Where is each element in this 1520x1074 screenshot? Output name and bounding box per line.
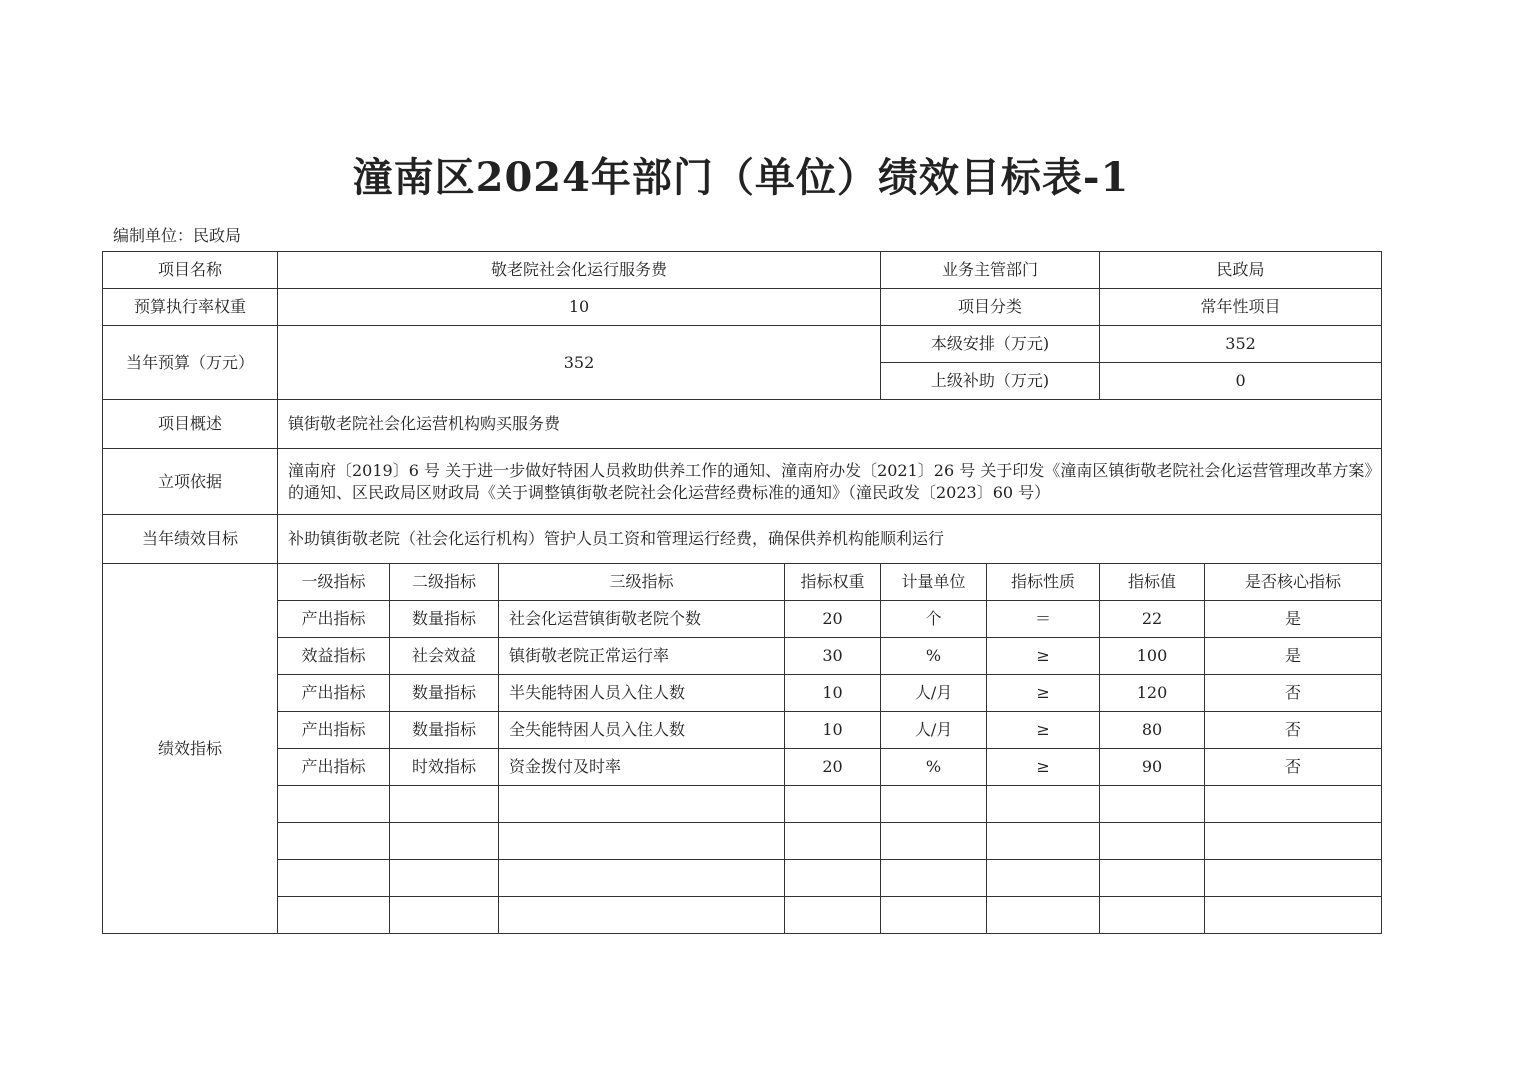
local-funding-label: 本级安排（万元) bbox=[881, 326, 1100, 363]
row-weight: 20 bbox=[785, 749, 881, 786]
indicator-header-row bbox=[103, 564, 1382, 601]
empty-cell bbox=[1100, 823, 1205, 860]
empty-cell bbox=[785, 897, 881, 934]
row-goal bbox=[103, 515, 1382, 564]
empty-cell bbox=[1100, 786, 1205, 823]
empty-cell bbox=[499, 823, 785, 860]
row-project-name bbox=[103, 252, 1382, 289]
empty-cell bbox=[1100, 897, 1205, 934]
row-core: 是 bbox=[1205, 601, 1382, 638]
row-unit: 个 bbox=[881, 601, 987, 638]
empty-cell bbox=[881, 823, 987, 860]
weight-value: 10 bbox=[278, 289, 881, 326]
row-nature: ≥ bbox=[987, 675, 1100, 712]
basis-value: 潼南府〔2019〕6 号 关于进一步做好特困人员救助供养工作的通知、潼南府办发〔2021〕26 号 关于印发《潼南区镇街敬老院社会化运营管理改革方案》的通知、区民政局区财政局《关于调整镇街敬老院社会化运营经费标准的通知》（潼民政发〔2023〕60 号） bbox=[278, 449, 1382, 515]
project-name-value: 敬老院社会化运行服务费 bbox=[278, 252, 881, 289]
empty-cell bbox=[881, 860, 987, 897]
row-core: 是 bbox=[1205, 638, 1382, 675]
row-weight: 10 bbox=[785, 712, 881, 749]
row-value: 120 bbox=[1100, 675, 1205, 712]
row-level3: 社会化运营镇街敬老院个数 bbox=[499, 601, 785, 638]
table-row bbox=[103, 638, 1382, 675]
empty-cell bbox=[987, 786, 1100, 823]
row-weight: 10 bbox=[785, 675, 881, 712]
page-title: 潼南区2024年部门（单位）绩效目标表-1 bbox=[352, 154, 1130, 201]
empty-cell bbox=[390, 786, 499, 823]
row-value: 90 bbox=[1100, 749, 1205, 786]
row-level2: 数量指标 bbox=[390, 601, 499, 638]
header-unit: 计量单位 bbox=[881, 564, 987, 601]
row-weight bbox=[103, 289, 1382, 326]
empty-cell bbox=[499, 860, 785, 897]
row-budget bbox=[103, 326, 1382, 363]
empty-cell bbox=[881, 786, 987, 823]
row-unit: 人/月 bbox=[881, 675, 987, 712]
dept-value: 民政局 bbox=[1100, 252, 1382, 289]
header-core: 是否核心指标 bbox=[1205, 564, 1382, 601]
row-unit: % bbox=[881, 749, 987, 786]
performance-target-table bbox=[102, 251, 1382, 934]
row-nature: ≥ bbox=[987, 712, 1100, 749]
row-level3: 资金拨付及时率 bbox=[499, 749, 785, 786]
row-nature: ≥ bbox=[987, 749, 1100, 786]
row-value: 100 bbox=[1100, 638, 1205, 675]
weight-label: 预算执行率权重 bbox=[103, 289, 278, 326]
row-level2: 时效指标 bbox=[390, 749, 499, 786]
goal-label: 当年绩效目标 bbox=[103, 515, 278, 564]
row-level1: 效益指标 bbox=[278, 638, 390, 675]
row-level3: 半失能特困人员入住人数 bbox=[499, 675, 785, 712]
empty-cell bbox=[881, 897, 987, 934]
row-level2: 数量指标 bbox=[390, 675, 499, 712]
row-weight: 20 bbox=[785, 601, 881, 638]
local-funding-value: 352 bbox=[1100, 326, 1382, 363]
row-level1: 产出指标 bbox=[278, 712, 390, 749]
table-row bbox=[103, 675, 1382, 712]
header-nature: 指标性质 bbox=[987, 564, 1100, 601]
row-unit: % bbox=[881, 638, 987, 675]
empty-cell bbox=[987, 897, 1100, 934]
row-level3: 镇街敬老院正常运行率 bbox=[499, 638, 785, 675]
header-weight: 指标权重 bbox=[785, 564, 881, 601]
row-unit: 人/月 bbox=[881, 712, 987, 749]
dept-label: 业务主管部门 bbox=[881, 252, 1100, 289]
empty-cell bbox=[785, 823, 881, 860]
row-nature: ＝ bbox=[987, 601, 1100, 638]
project-name-label: 项目名称 bbox=[103, 252, 278, 289]
row-core: 否 bbox=[1205, 749, 1382, 786]
empty-cell bbox=[390, 897, 499, 934]
summary-label: 项目概述 bbox=[103, 400, 278, 449]
header-value: 指标值 bbox=[1100, 564, 1205, 601]
table-row bbox=[103, 712, 1382, 749]
row-value: 22 bbox=[1100, 601, 1205, 638]
compiling-unit: 编制单位：民政局 bbox=[113, 226, 242, 245]
table-row bbox=[103, 749, 1382, 786]
header-level3: 三级指标 bbox=[499, 564, 785, 601]
empty-cell bbox=[278, 786, 390, 823]
row-nature: ≥ bbox=[987, 638, 1100, 675]
header-level1: 一级指标 bbox=[278, 564, 390, 601]
row-core: 否 bbox=[1205, 675, 1382, 712]
category-label: 项目分类 bbox=[881, 289, 1100, 326]
row-level2: 数量指标 bbox=[390, 712, 499, 749]
empty-cell bbox=[1100, 860, 1205, 897]
empty-cell bbox=[278, 897, 390, 934]
budget-value: 352 bbox=[278, 326, 881, 400]
row-level1: 产出指标 bbox=[278, 675, 390, 712]
empty-row bbox=[103, 786, 1382, 823]
empty-cell bbox=[987, 823, 1100, 860]
empty-row bbox=[103, 897, 1382, 934]
row-value: 80 bbox=[1100, 712, 1205, 749]
empty-cell bbox=[987, 860, 1100, 897]
empty-cell bbox=[390, 860, 499, 897]
empty-cell bbox=[1205, 823, 1382, 860]
row-basis bbox=[103, 449, 1382, 515]
row-level1: 产出指标 bbox=[278, 749, 390, 786]
row-weight: 30 bbox=[785, 638, 881, 675]
budget-label: 当年预算（万元） bbox=[103, 326, 278, 400]
upper-funding-value: 0 bbox=[1100, 363, 1382, 400]
row-level1: 产出指标 bbox=[278, 601, 390, 638]
upper-funding-label: 上级补助（万元) bbox=[881, 363, 1100, 400]
empty-cell bbox=[499, 897, 785, 934]
empty-cell bbox=[278, 823, 390, 860]
row-level2: 社会效益 bbox=[390, 638, 499, 675]
empty-cell bbox=[785, 860, 881, 897]
row-summary bbox=[103, 400, 1382, 449]
header-level2: 二级指标 bbox=[390, 564, 499, 601]
empty-cell bbox=[785, 786, 881, 823]
empty-cell bbox=[499, 786, 785, 823]
empty-cell bbox=[1205, 860, 1382, 897]
empty-cell bbox=[390, 823, 499, 860]
summary-value: 镇街敬老院社会化运营机构购买服务费 bbox=[278, 400, 1382, 449]
basis-label: 立项依据 bbox=[103, 449, 278, 515]
empty-row bbox=[103, 860, 1382, 897]
row-core: 否 bbox=[1205, 712, 1382, 749]
empty-cell bbox=[278, 860, 390, 897]
empty-row bbox=[103, 823, 1382, 860]
table-row bbox=[103, 601, 1382, 638]
row-level3: 全失能特困人员入住人数 bbox=[499, 712, 785, 749]
goal-value: 补助镇街敬老院（社会化运行机构）管护人员工资和管理运行经费，确保供养机构能顺利运行 bbox=[278, 515, 1382, 564]
indicators-section-label: 绩效指标 bbox=[103, 564, 278, 934]
empty-cell bbox=[1205, 897, 1382, 934]
category-value: 常年性项目 bbox=[1100, 289, 1382, 326]
empty-cell bbox=[1205, 786, 1382, 823]
